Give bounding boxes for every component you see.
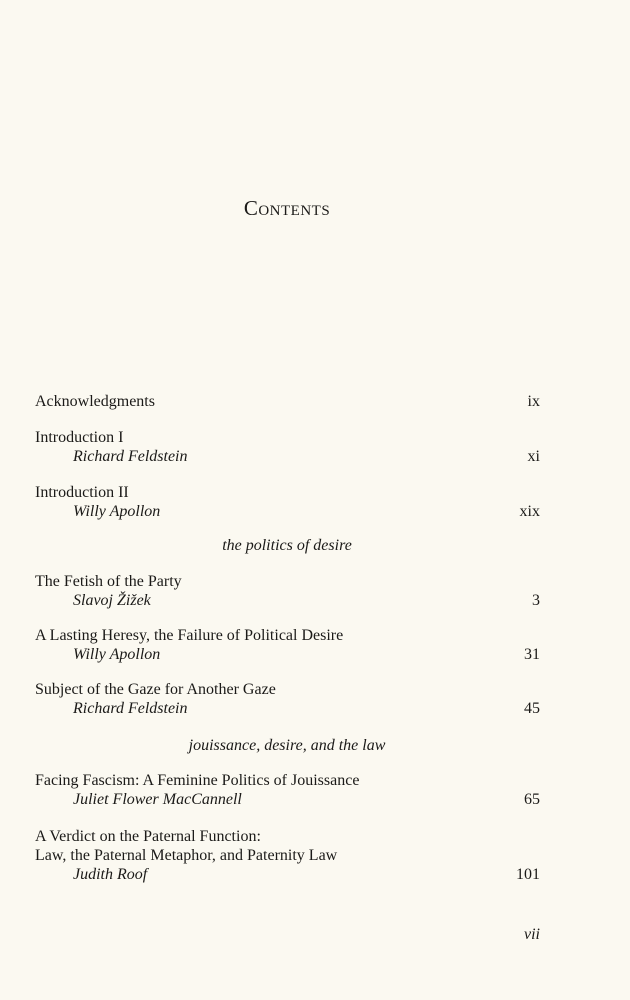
toc-entry-author: Slavoj Žižek	[73, 592, 151, 609]
toc-entry-fetish-of-the-party	[35, 572, 540, 610]
toc-page-number: 31	[524, 646, 540, 663]
toc-entry-author: Willy Apollon	[73, 503, 161, 520]
toc-entry-title: A Lasting Heresy, the Failure of Political Desire	[35, 627, 344, 644]
toc-page-number: 65	[524, 791, 540, 808]
toc-entry-author: Juliet Flower MacCannell	[73, 791, 242, 808]
toc-entry-title: Subject of the Gaze for Another Gaze	[35, 681, 276, 698]
section-heading: the politics of desire	[222, 537, 352, 554]
toc-page-number: xi	[527, 448, 540, 465]
toc-entry-title: Introduction I	[35, 429, 124, 446]
toc-page-number: ix	[527, 393, 540, 410]
toc-entry-introduction-2	[35, 483, 540, 521]
toc-entry-title: Introduction II	[35, 484, 129, 501]
toc-entry-verdict-paternal-function	[35, 827, 540, 884]
toc-page-number: xix	[519, 503, 540, 520]
toc-entry-author: Richard Feldstein	[73, 700, 188, 717]
toc-entry-author: Willy Apollon	[73, 646, 161, 663]
folio-page-number: vii	[524, 926, 540, 943]
toc-entry-subject-of-the-gaze	[35, 680, 540, 718]
toc-entry-title: Acknowledgments	[35, 393, 155, 410]
toc-entry-facing-fascism	[35, 771, 540, 809]
toc-entry-author: Judith Roof	[73, 866, 148, 883]
toc-entry-acknowledgments	[35, 392, 540, 411]
toc-entry-introduction-1	[35, 428, 540, 466]
toc-page-number: 45	[524, 700, 540, 717]
toc-entry-lasting-heresy	[35, 626, 540, 664]
page-title: Contents	[243, 196, 331, 220]
toc-entry-author: Richard Feldstein	[73, 448, 188, 465]
toc-page-number: 3	[532, 592, 540, 609]
toc-entry-title: The Fetish of the Party	[35, 573, 182, 590]
toc-entry-title-continued: Law, the Paternal Metaphor, and Paternity Law	[35, 847, 338, 864]
toc-entry-title: A Verdict on the Paternal Function:	[35, 828, 261, 845]
toc-page-number: 101	[516, 866, 540, 883]
section-heading: jouissance, desire, and the law	[188, 737, 386, 754]
toc-entry-title: Facing Fascism: A Feminine Politics of Jouissance	[35, 772, 360, 789]
